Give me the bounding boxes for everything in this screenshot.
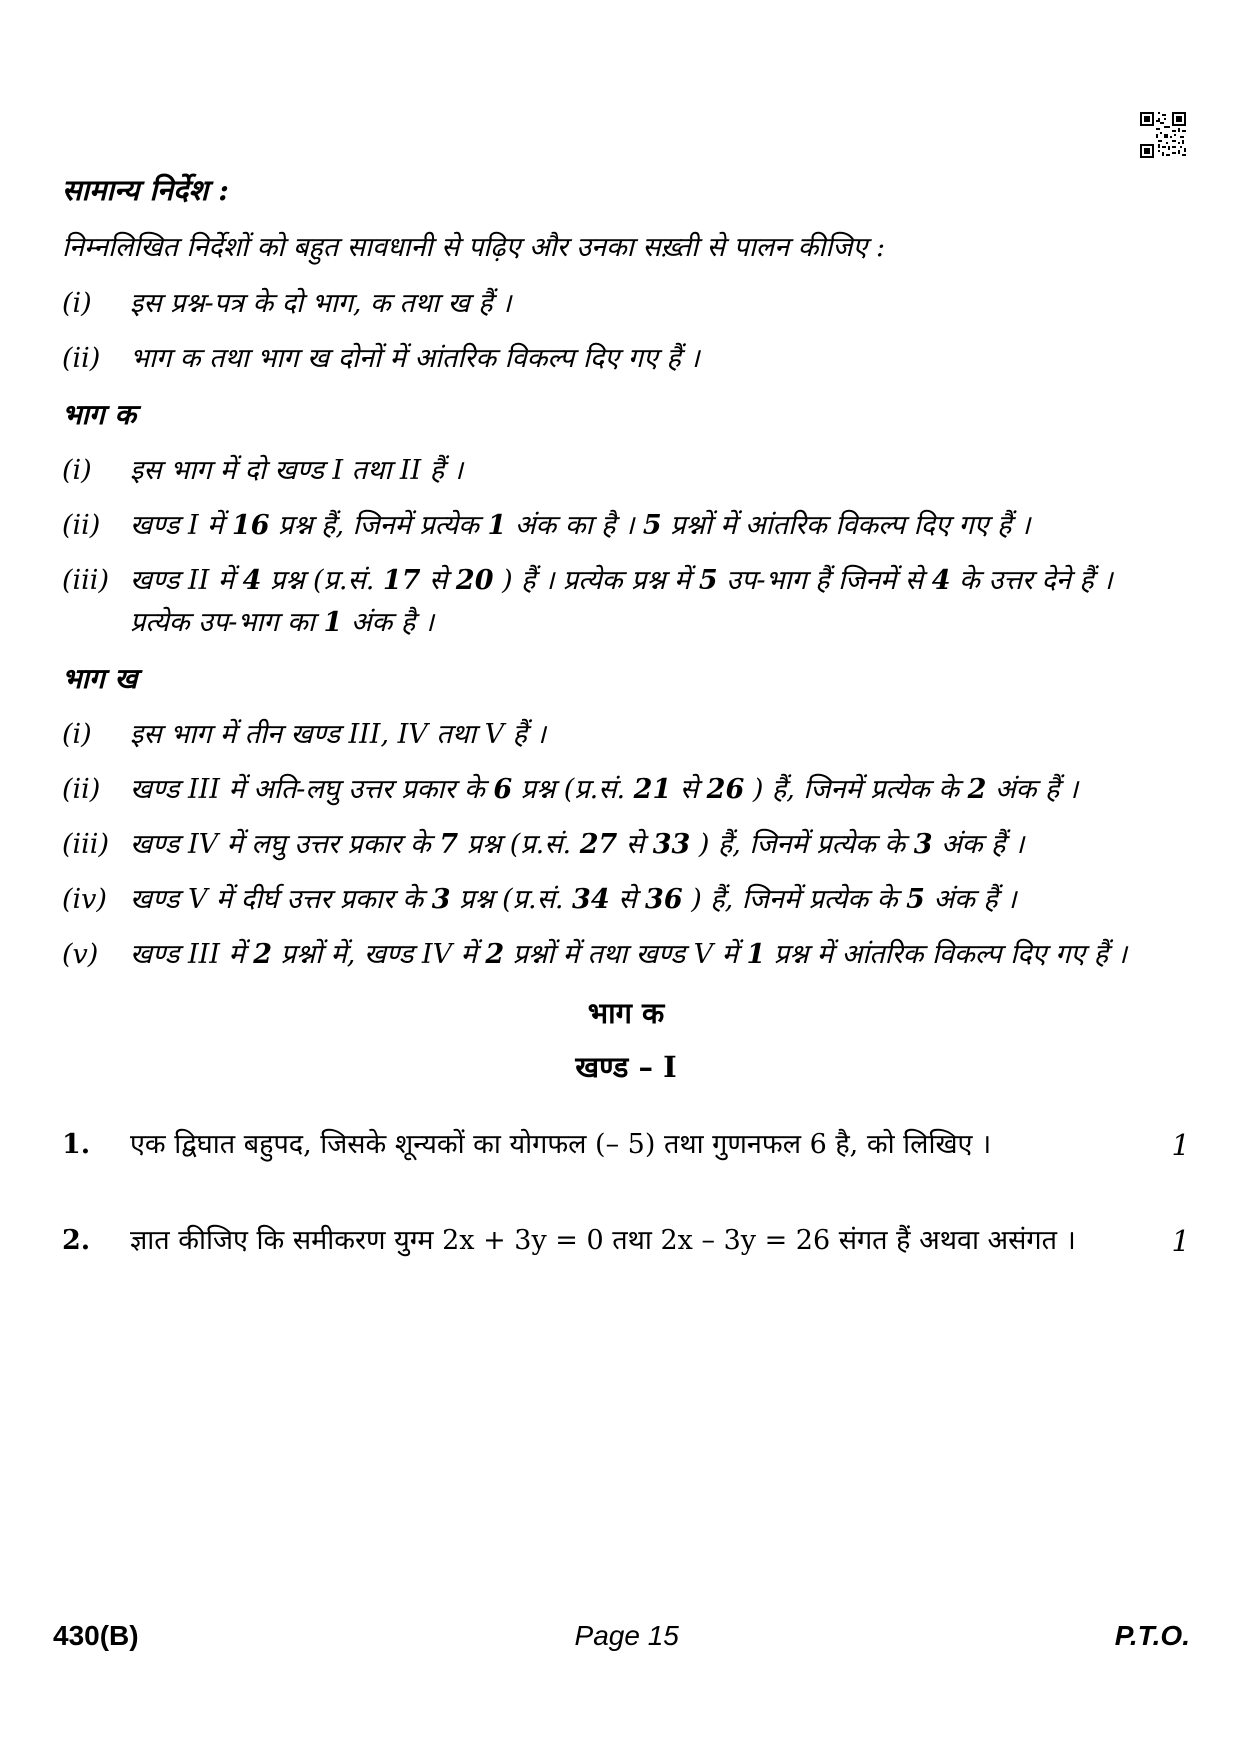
instruction-text: खण्ड I में 16 प्रश्न हैं, जिनमें प्रत्येक 1 अंक का है । 5 प्रश्नों में आंतरिक विकल्प दिए गए हैं । [130,510,1031,541]
instruction-label: (i) [62,288,92,319]
question-text: ज्ञात कीजिए कि समीकरण युग्म 2x + 3y = 0 तथा 2x – 3y = 26 संगत हैं अथवा असंगत । [130,1225,1076,1256]
instruction-label: (iii) [62,829,109,860]
question-marks: 1 [1171,1128,1190,1162]
page-content [62,168,1190,1270]
instruction-text: इस भाग में दो खण्ड I तथा II हैं । [130,455,463,486]
instruction-label: (ii) [62,510,101,541]
instruction-label: (ii) [62,343,101,374]
instruction-text: खण्ड III में अति-लघु उत्तर प्रकार के 6 प्रश्न (प्र.सं. 21 से 26 ) हैं, जिनमें प्रत्येक के 2 अंक हैं । [130,774,1079,805]
section-part-heading: भाग क [587,996,665,1030]
instruction-item [62,879,1190,921]
instruction-text: खण्ड IV में लघु उत्तर प्रकार के 7 प्रश्न (प्र.सं. 27 से 33 ) हैं, जिनमें प्रत्येक के 3 अंक हैं । [130,829,1025,860]
instruction-item [62,283,1190,325]
paper-code: 430(B) [53,1620,139,1651]
instruction-item [62,934,1190,976]
instruction-item [62,824,1190,866]
section-number-heading: खण्ड – I [575,1050,677,1084]
general-instructions-intro: निम्नलिखित निर्देशों को बहुत सावधानी से पढ़िए और उनका सख़्ती से पालन कीजिए : [62,232,886,263]
instruction-text: खण्ड II में 4 प्रश्न (प्र.सं. 17 से 20 ) हैं । प्रत्येक प्रश्न में 5 उप-भाग हैं जिनमें से 4 के उत्तर देने हैं । प्रत्येक उप-भाग का 1 अंक है । [130,565,1113,638]
instruction-label: (iv) [62,884,107,915]
instruction-label: (v) [62,939,99,970]
general-instructions-heading: सामान्य निर्देश : [62,173,229,207]
pto-label: P.T.O. [1114,1620,1190,1651]
instruction-label: (iii) [62,565,109,596]
qr-code-icon [1140,112,1186,158]
question-1 [62,1116,1190,1174]
question-text: एक द्विघात बहुपद, जिसके शून्यकों का योगफल (– 5) तथा गुणनफल 6 है, को लिखिए । [130,1129,992,1160]
page-number: Page 15 [574,1620,679,1651]
question-number: 1. [62,1129,91,1160]
part-a-heading: भाग क [62,398,136,431]
instruction-text: इस भाग में तीन खण्ड III, IV तथा V हैं । [130,719,546,750]
instruction-item [62,505,1190,547]
page-footer [53,1620,1190,1652]
question-2 [62,1212,1190,1270]
instruction-label: (i) [62,719,92,750]
instruction-item [62,560,1190,644]
instruction-item [62,338,1190,380]
instruction-text: खण्ड III में 2 प्रश्नों में, खण्ड IV में 2 प्रश्नों में तथा खण्ड V में 1 प्रश्न में आंतरिक विकल्प दिए गए हैं । [130,939,1127,970]
instruction-text: इस प्रश्न-पत्र के दो भाग, क तथा ख हैं । [130,288,512,319]
instruction-text: खण्ड V में दीर्घ उत्तर प्रकार के 3 प्रश्न (प्र.सं. 34 से 36 ) हैं, जिनमें प्रत्येक के 5 अंक हैं । [130,884,1017,915]
instruction-item [62,450,1190,492]
part-b-heading: भाग ख [62,662,138,695]
instruction-text: भाग क तथा भाग ख दोनों में आंतरिक विकल्प दिए गए हैं । [130,343,700,374]
instruction-label: (i) [62,455,92,486]
instruction-item [62,714,1190,756]
instruction-label: (ii) [62,774,101,805]
question-marks: 1 [1171,1224,1190,1258]
instruction-item [62,769,1190,811]
question-number: 2. [62,1225,91,1256]
